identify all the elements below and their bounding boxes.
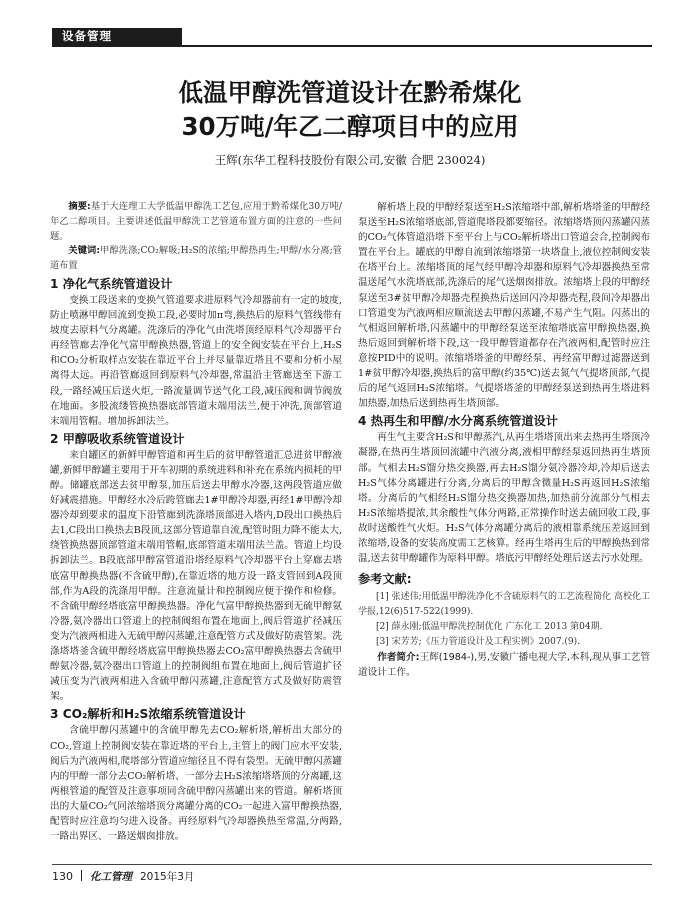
reference-item: [3] 宋芳芳;《压力管道设计及工程实例》2007.(9).: [376, 637, 581, 648]
page-footer: [52, 869, 194, 884]
section-tag: 设备管理: [52, 28, 182, 45]
page-number: 130: [52, 870, 73, 883]
journal-name: 化工管理: [90, 871, 132, 883]
keywords: [50, 244, 342, 274]
section-3-paragraph-2: 解析塔上段的甲醇经泵送至H₂S浓缩塔中部,解析塔塔釜的甲醇经泵送至H₂S浓缩塔底部,管道爬塔段都要缩径。浓缩塔塔顶闪蒸罐闪蒸的CO₂气体管道沿塔下至平台上与CO₂解析塔出口管道会合,控制阀布置在平台上。罐底的甲醇自流到浓缩塔第一块塔盘上,液位控制阀安装在塔平台上。浓缩塔顶的尾气经甲醇冷却器和原料气冷却器换热至常温送尾气水洗塔底部,洗涤后的尾气送烟囱排放。浓缩塔上段的甲醇经泵送至3#贫甲醇冷却器壳程换热后送回闪冷却器壳程,段间冷却器出口管道变为汽液两相应顺流送去甲醇闪蒸罐,不易产生气阻。闪蒸出的气相返回解析塔,闪蒸罐中的甲醇经泵送至浓缩塔底富甲醇换热器,换热后返回到解析塔下段,这一段甲醇管道都存在汽液两相,配管时应注意按PID中的说明。浓缩塔塔釜的甲醇经泵、再经富甲醇过滤器送到1#贫甲醇冷却器,换热后的富甲醇(约35℃)送去氮气气提塔顶部,气提后的尾气返回H₂S浓缩塔。气提塔塔釜的甲醇经泵送到热再生塔进料加热器,加热后送到热再生塔顶部。: [358, 202, 650, 410]
article-title: [52, 76, 648, 144]
header-rule: [52, 45, 652, 47]
abstract-text: 基于大连理工大学低温甲醇洗工艺包,应用于黔希煤化30万吨/年乙二醇项目。主要讲述低温甲醇洗工艺管道布置方面的注意的一些问题。: [50, 201, 342, 242]
section-3-heading: 3 CO₂解析和H₂S浓缩系统管道设计: [50, 707, 246, 722]
author-bio-label: 作者简介:: [377, 652, 420, 664]
footer-rule: [52, 864, 652, 865]
author-bio-text: 王辉(1984-),男,安徽广播电视大学,本科,现从事工艺管道设计工作。: [358, 652, 650, 679]
section-1-paragraph: 变换工段送来的变换气管道要求进原料气冷却器前有一定的坡度,防止喷淋甲醇回流到变换工段,必要时加п弯,换热后的原料气管线带有坡度去原料气分离罐。洗涤后的净化气由洗塔顶经原料气冷却器平台再经管廊去净化气富甲醇换热器,管道上的安全阀安装在平台上,H₂S和CO₂分析取样点安装在靠近平台上并尽量靠近塔且不要和分析小屋离得太远。再沿管廊返回到原料气冷却器,常温沿主管廊送至下游工段,一路经减压后送火炬,一路流量调节送气化工段,减压阀和调节阀放在地面。多股流缕管换热器底部管道末端用法兰,便于冲洗,顶部管道末端用管帽。增加拆卸法兰。: [50, 294, 342, 427]
author-bio: [358, 650, 650, 680]
issue-date: 2015年3月: [140, 871, 195, 883]
section-2-paragraph: 来自罐区的新鲜甲醇管道和再生后的贫甲醇管道汇总进贫甲醇液罐,新鲜甲醇罐主要用于开车初期的系统进料和补充在系统内损耗的甲醇。储罐底部送去贫甲醇泵,加压后送去甲醇水冷器,这两段管道应做好减震措施。甲醇经水冷后跨管廊去1#甲醇冷却器,再经1#甲醇冷却器冷却到要求的温度下沿管廊到洗涤塔顶部进入塔内,D段出口换热后去1,C段出口换热去B段顶,这部分管道靠自流,配管时阻力降不能太大,绕管换热器顶部管道末端用管帽,底部管道末端用法兰盖。管道上均设拆卸法兰。B段底部甲醇富管道沿塔经原料气冷却器平台上穿廊去塔底富甲醇换热器(不含硫甲醇),在靠近塔的地方设一路支管回到A段顶部,作为A段的洗涤用甲醇。注意流量计和控制阀应便于操作和检修。不含硫甲醇经塔底富甲醇换热器。净化气富甲醇换热器到无硫甲醇氨冷器,氨冷器出口管道上的控制阀组布置在地面上,阀后管道扩径减压变为汽液两相进入无硫甲醇闪蒸罐,注意配管方式及做好防震管架。洗涤塔塔釜含硫甲醇经塔底富甲醇换热器去CO₂富甲醇换热器去含硫甲醇氨冷器,氨冷器出口管道上的控制阀组布置在地面上,阀后管道扩径减压变为汽液两相进入含硫甲醇闪蒸罐,注意配管方式及做好防震管架。: [50, 449, 342, 703]
reference-item: [2] 薛永刚;低温甲醇洗控制优化 广东化工 2013 第04期.: [376, 622, 603, 633]
right-column: [358, 200, 650, 680]
section-2-heading: 2 甲醇吸收系统管道设计: [50, 431, 185, 446]
section-3-paragraph-1: 含硫甲醇闪蒸罐中的含硫甲醇先去CO₂解析塔,解析出大部分的CO₂,管道上控制阀安装在靠近塔的平台上,主管上的阀门应水平安装,阀后为汽液两相,爬塔部分管道应缩径且不得有袋型。无硫甲醇闪蒸罐内的甲醇一部分去CO₂解析塔、一部分去H₂S浓缩塔塔顶的分离罐,这两根管道的配管及注意事项同含硫甲醇闪蒸罐出来的管道。解析塔顶出的大量CO₂气同浓缩塔顶分离罐分离的CO₂一起进入富甲醇换热器,配管时应注意均匀进入设备。再经原料气冷却器换热至常温,分两路,一路出界区、一路送烟囱排放。: [50, 725, 342, 843]
abstract: [50, 200, 342, 244]
references-heading: 参考文献:: [358, 572, 412, 587]
keywords-label: 关键词:: [68, 245, 101, 257]
page-header-band: [0, 0, 700, 26]
title-line-2: 30万吨/年乙二醇项目中的应用: [181, 112, 519, 141]
abstract-label: 摘要:: [68, 201, 91, 212]
keywords-text: 甲醇洗涤;CO₂解吸;H₂S的浓缩;甲醇热再生;甲醇/水分离;管道布置: [50, 245, 342, 272]
footer-separator: [81, 870, 82, 881]
left-column: [50, 200, 342, 844]
reference-item: [1] 张述伟;用低温甲醇洗净化不含硫原料气的工艺流程简化 高校化工学报,12(6)517-522(1999).: [358, 592, 650, 618]
title-line-1: 低温甲醇洗管道设计在黔希煤化: [178, 78, 522, 107]
section-1-heading: 1 净化气系统管道设计: [50, 276, 173, 291]
section-4-paragraph: 再生气主要含H₂S和甲醇蒸汽,从再生塔塔顶出来去热再生塔顶冷凝器,在热再生塔顶回流罐中汽液分离,液相甲醇经泵返回热再生塔顶部。气相去H₂S馏分热交换器,再去H₂S馏分氨冷器冷却,冷却后送去H₂S气体分离罐进行分离,分离后的甲醇含微量H₂S再返回H₂S浓缩塔。分离后的气相经H₂S馏分热交换器加热,加热前分流部分气相去H₂S浓缩塔提浓,其余酸性气体分两路,正常操作时送去硫回收工段,事故时送酸性气火炬。H₂S气体分离罐分离后的液相靠系统压差返回到浓缩塔,设备的安装高度需工艺核算。经再生塔再生后的甲醇换热到常温,送去贫甲醇罐作为原料甲醇。塔底污甲醇经处理后送去污水处理。: [358, 432, 650, 565]
author-line: 王辉(东华工程科技股份有限公司,安徽 合肥 230024): [214, 153, 486, 167]
section-4-heading: 4 热再生和甲醇/水分离系统管道设计: [358, 414, 558, 429]
